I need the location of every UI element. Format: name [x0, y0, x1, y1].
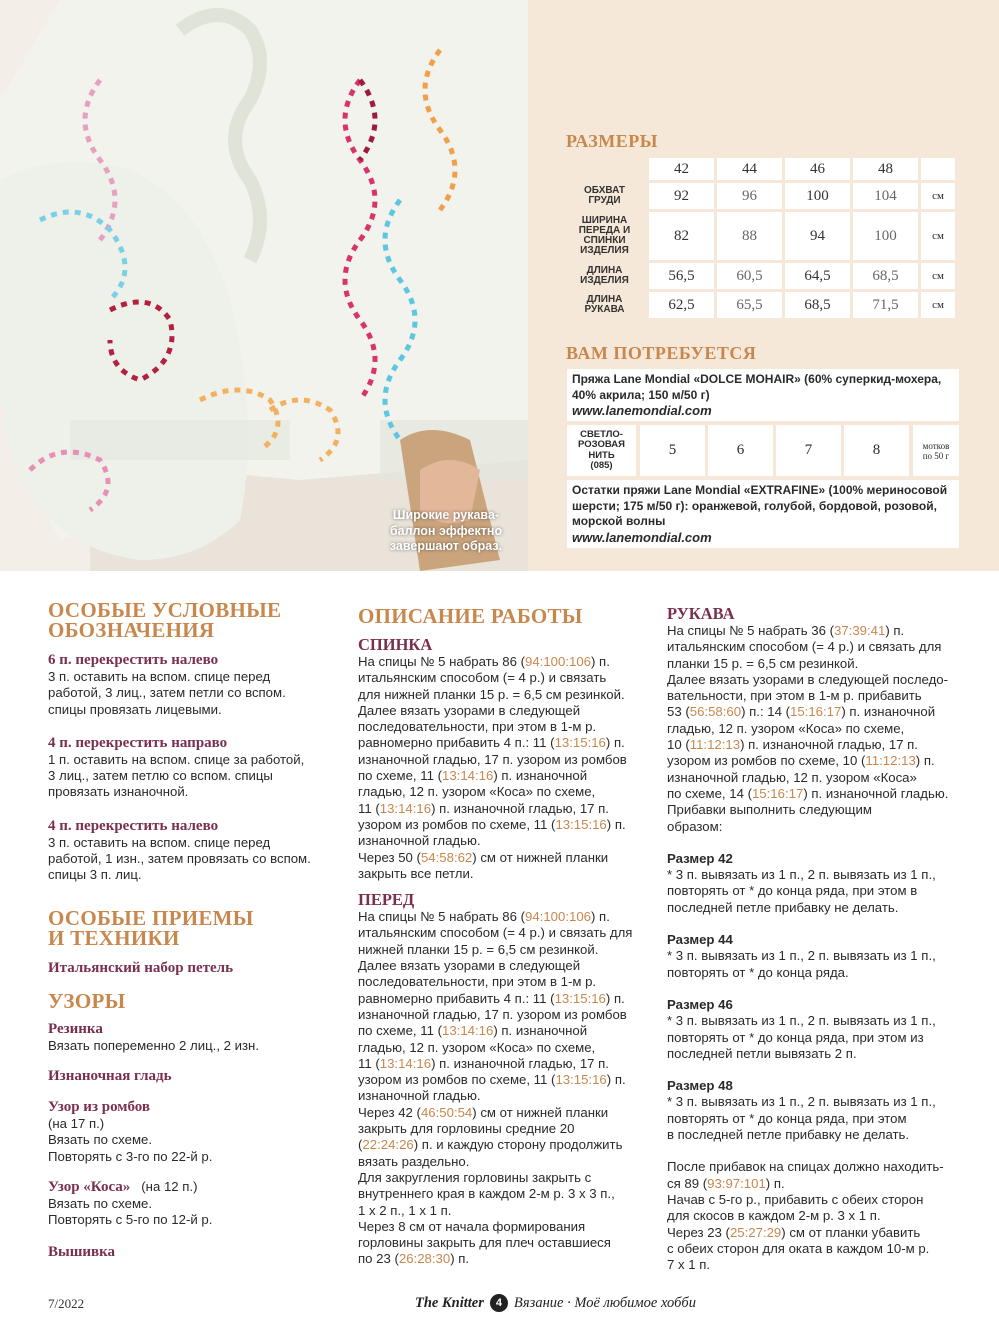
size-block-46: Размер 46 * 3 п. вывязать из 1 п., 2 п. вывязать из 1 п., повторять от * до конца ряда, при этом из последней петли вывязать 2 п. — [667, 996, 936, 1061]
size-value: 92 — [649, 183, 714, 209]
after-increase-text: После прибавок на спицах должно находить- ся 89 (93:97:101) п. Начав с 5-го р., прибавить с обеих сторон для скосов в каждом 2-м р. 3 х 1 п. Через 23 (25:27:29) см от планки убавить с обеих сторон для оката в каждом 10-м р. 7 х 1 п. — [667, 1159, 944, 1273]
yarn-main: Пряжа Lane Mondial «DOLCE MOHAIR» (60% суперкид-мохера, 40% акрила; 150 м/50 г) www.lanemondial.com — [567, 369, 959, 421]
sweater-illustration — [0, 0, 528, 571]
quantity-value: 8 — [844, 425, 909, 476]
size-value: 68,5 — [785, 292, 850, 318]
size-value: 104 — [853, 183, 918, 209]
size-header: 48 — [853, 158, 918, 180]
size-value: 62,5 — [649, 292, 714, 318]
pattern-cable: Узор «Коса» (на 12 п.) — [48, 1178, 198, 1195]
middle-column — [358, 600, 658, 1268]
pattern-rib: Резинка — [48, 1020, 103, 1037]
needs-title: ВАМ ПОТРЕБУЕТСЯ — [566, 343, 757, 363]
techniques-title: ОСОБЫЕ ПРИЕМЫ И ТЕХНИКИ — [48, 905, 254, 950]
front-heading: ПЕРЕД — [358, 890, 415, 910]
yarn-url[interactable]: www.lanemondial.com — [572, 529, 712, 545]
pattern-embroidery: Вышивка — [48, 1244, 116, 1261]
row-label-width: ШИРИНА ПЕРЕДА И СПИНКИ ИЗДЕЛИЯ — [578, 215, 631, 256]
issue-number: 7/2022 — [48, 1296, 85, 1311]
yarn-color-label: СВЕТЛО- РОЗОВАЯ НИТЬ (085) — [567, 425, 636, 476]
size-header: 46 — [785, 158, 850, 180]
size-value: 65,5 — [717, 292, 782, 318]
row-label-chest: ОБХВАТ ГРУДИ — [584, 185, 625, 206]
magazine-tagline: Вязание · Моё любимое хобби — [513, 1294, 696, 1311]
left-column: ОСОБЫЕ УСЛОВНЫЕ ОБОЗНАЧЕНИЯ 6 п. перекрестить налево 3 п. оставить на вспом. спице перед работой, 3 лиц., затем петли со вспом. спицы провязать лицевыми. 4 п. перекрестить направо 1 п. оставить на вспом. спице за работой, 3 лиц., затем петлю со вспом. спицы провязать изнаночной. 4 п. перекрестить налево 3 п. оставить на вспом. спице перед работой, 1 изн., затем провязать со вспом. спицы 3 п. лиц. ОСОБЫЕ ПРИЕМЫ И ТЕХНИКИ Итальянский набор петель УЗОРЫ Резинка Вязать попеременно 2 лиц., 2 изн. Изнаночная гладь Узор из ромбов (на 17 п.) Вязать по схеме. Повторять с 3-го по 22-й р. Узор «Коса» (на 12 п.) Вязать по схеме. Повторять с 5-го по 12-й р. Вышивка — [48, 600, 348, 1261]
size-block-48: Размер 48 * 3 п. вывязать из 1 п., 2 п. вывязать из 1 п., повторять от * до конца ряда, при этом в последней петле прибавку не делать. — [667, 1078, 936, 1143]
sizes-table — [560, 155, 958, 321]
size-value: 94 — [785, 212, 850, 260]
symbols-title: ОСОБЫЕ УСЛОВНЫЕ ОБОЗНАЧЕНИЯ — [48, 598, 282, 642]
back-text: На спицы № 5 набрать 86 (94:100:106) п. итальянским способом (= 4 р.) и связать для нижней планки 15 р. = 6,5 см резинкой. Далее вязать узорами в следующей последовательности, при этом в 1-м р. равномерно прибавить 4 п.: 11 (13:15:16) п. изнаночной гладью, 17 п. узором из ромбов по схеме, 11 (13:14:16) п. изнаночной гладью, 12 п. узором «Коса» по схеме, 11 (13:14:16) п. изнаночной гладью, 17 п. узором из ромбов по схеме, 11 (13:15:16) п. изнаночной гладью. Через 50 (54:58:62) см от нижней планки закрыть все петли. — [358, 654, 627, 881]
symbol-item: 6 п. перекрестить налево 3 п. оставить на вспом. спице перед работой, 3 лиц., затем петли со вспом. спицы провязать лицевыми. — [48, 652, 286, 717]
unit-cm: см — [921, 292, 955, 318]
quantity-value: 5 — [640, 425, 705, 476]
right-column — [667, 600, 987, 1273]
brand-name: The Knitter — [415, 1294, 484, 1311]
sleeves-heading: РУКАВА — [667, 604, 735, 623]
unit-cm: см — [921, 183, 955, 209]
photo-caption: Широкие рукава- баллон эффектно завершают образ. — [389, 508, 503, 553]
yarn-extra: Остатки пряжи Lane Mondial «EXTRAFINE» (100% мериносовой шерсти; 175 м/50 г): оранжевой, голубой, бордовой, розовой, морской волны www.lanemondial.com — [567, 480, 959, 548]
technique-item: Итальянский набор петель — [48, 959, 234, 976]
unit-cm: см — [921, 263, 955, 289]
row-label-length: ДЛИНА ИЗДЕЛИЯ — [580, 265, 629, 286]
yarn-url[interactable]: www.lanemondial.com — [572, 403, 712, 418]
patterns-title: УЗОРЫ — [48, 988, 126, 1013]
pattern-diamond: Узор из ромбов — [48, 1098, 151, 1115]
size-header: 42 — [649, 158, 714, 180]
symbol-item: 4 п. перекрестить налево 3 п. оставить на вспом. спице перед работой, 1 изн., затем провязать со вспом. спицы 3 п. лиц. — [48, 817, 311, 883]
size-value: 100 — [785, 183, 850, 209]
sweater-photo — [0, 0, 528, 571]
symbol-item: 4 п. перекрестить направо 1 п. оставить на вспом. спице за работой, 3 лиц., затем петлю со вспом. спицы провязать изнаночной. — [48, 734, 305, 800]
size-value: 100 — [853, 212, 918, 260]
size-value: 88 — [717, 212, 782, 260]
pattern-purl: Изнаночная гладь — [48, 1067, 172, 1084]
size-header: 44 — [717, 158, 782, 180]
size-value: 60,5 — [717, 263, 782, 289]
quantity-value: 7 — [776, 425, 841, 476]
yarn-quantities — [567, 425, 959, 476]
quantity-value: 6 — [708, 425, 773, 476]
work-title: ОПИСАНИЕ РАБОТЫ — [358, 604, 583, 628]
sizes-title: РАЗМЕРЫ — [566, 131, 658, 151]
size-value: 82 — [649, 212, 714, 260]
size-value: 71,5 — [853, 292, 918, 318]
page-number: 4 — [490, 1294, 508, 1312]
size-block-42: Размер 42 * 3 п. вывязать из 1 п., 2 п. вывязать из 1 п., повторять от * до конца ряда, при этом в последней петле прибавку не делать. — [667, 850, 936, 915]
footer-brand — [415, 1294, 696, 1312]
size-value: 64,5 — [785, 263, 850, 289]
quantity-unit: мотков по 50 г — [913, 425, 959, 476]
back-heading: СПИНКА — [358, 635, 433, 654]
size-value: 96 — [717, 183, 782, 209]
sleeves-text: На спицы № 5 набрать 36 (37:39:41) п. итальянским способом (= 4 р.) и связать для планки 15 р. = 6,5 см резинкой. Далее вязать узорами в следующей последо- вательности, при этом в 1-м р. прибавить 53 (56:58:60) п.: 14 (15:16:17) п. изнаночной гладью, 12 п. узором «Коса» по схеме, 10 (11:12:13) п. изнаночной гладью, 17 п. узором из ромбов по схеме, 10 (11:12:13) п. изнаночной гладью, 12 п. узором «Коса» по схеме, 14 (15:16:17) п. изнаночной гладью. Прибавки выполнить следующим образом: — [667, 623, 949, 834]
front-text: На спицы № 5 набрать 86 (94:100:106) п. итальянским способом (= 4 р.) и связать для нижней планки 15 р. = 6,5 см резинкой. Далее вязать узорами в следующей последовательности, при этом в 1-м р. равномерно прибавить 4 п.: 11 (13:15:16) п. изнаночной гладью, 17 п. узором из ромбов по схеме, 11 (13:14:16) п. изнаночной гладью, 12 п. узором «Коса» по схеме, 11 (13:14:16) п. изнаночной гладью, 17 п. узором из ромбов по схеме, 11 (13:15:16) п. изнаночной гладью. Через 42 (46:50:54) см от нижней планки закрыть для горловины средние 20 (22:24:26) п. и каждую сторону продолжить вязать раздельно. Для закругления горловины закрыть с внутреннего края в каждом 2-м р. 3 х 3 п., 1 х 2 п., 1 х 1 п. Через 8 см от начала формирования горловины закрыть для плеч оставшиеся по 23 (26:28:30) п. — [358, 909, 633, 1267]
row-label-sleeve: ДЛИНА РУКАВА — [584, 294, 625, 315]
size-block-44: Размер 44 * 3 п. вывязать из 1 п., 2 п. вывязать из 1 п., повторять от * до конца ряда. — [667, 932, 936, 980]
size-value: 68,5 — [853, 263, 918, 289]
unit-cm: см — [921, 212, 955, 260]
size-value: 56,5 — [649, 263, 714, 289]
